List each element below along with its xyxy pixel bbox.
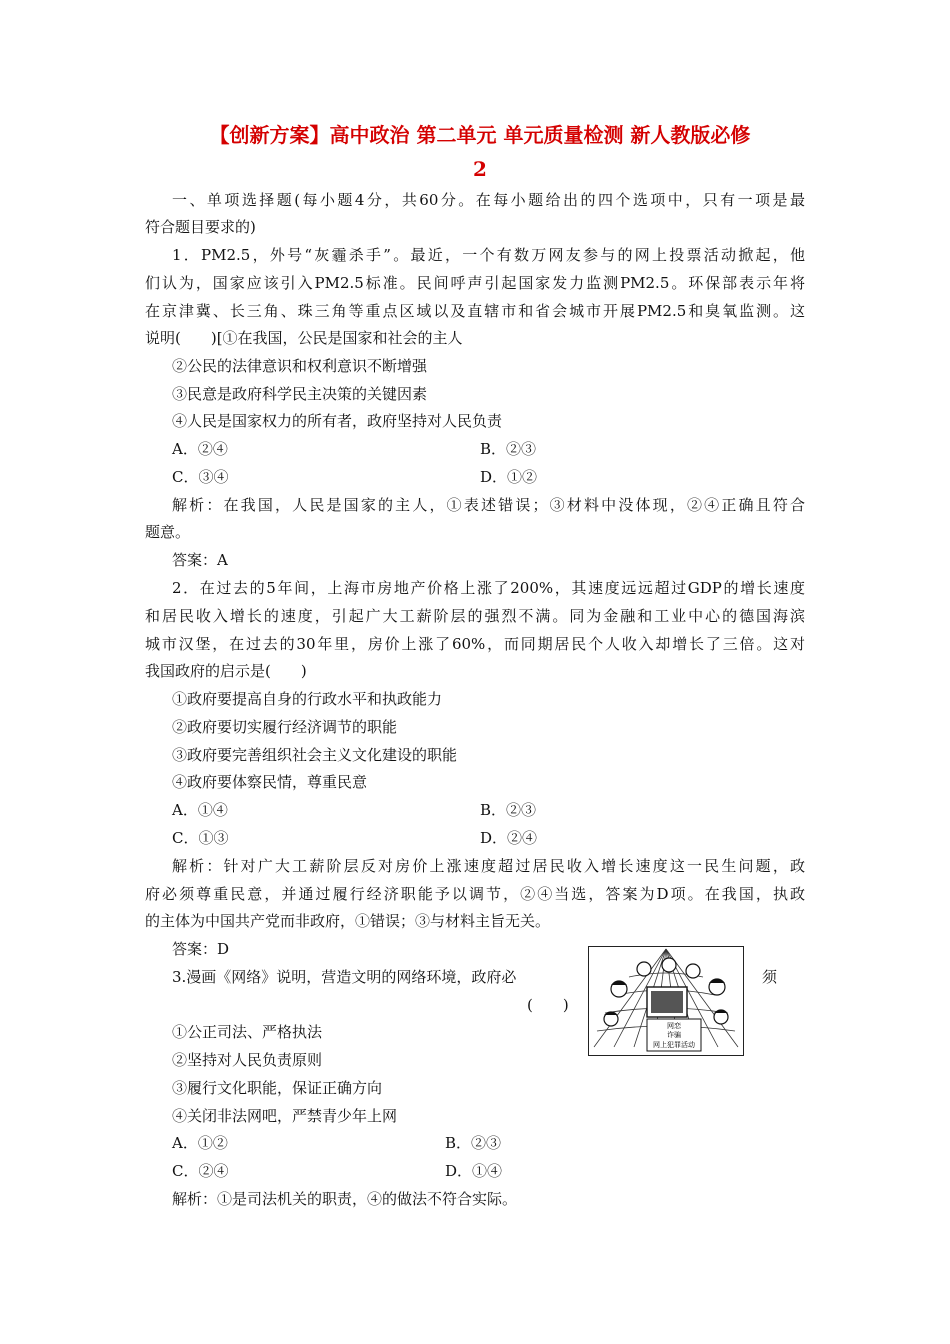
q2-option-d: D．②④ [480, 829, 538, 847]
q3-item: ①公正司法、严格执法 [172, 1023, 323, 1041]
q2-item: ③政府要完善组织社会主义文化建设的职能 [172, 746, 458, 764]
cartoon-drawing [589, 947, 743, 1055]
q3-analysis: 解析：①是司法机关的职责，④的做法不符合实际。 [172, 1190, 518, 1208]
q2-analysis: 解析：针对广大工薪阶层反对房价上涨速度超过居民收入增长速度这一民生问题，政 [172, 857, 805, 875]
q1-analysis-cont: 题意。 [145, 523, 191, 541]
q2-answer: 答案：D [172, 940, 230, 958]
cartoon-network-image [588, 946, 744, 1056]
q3-stem: 3.漫画《网络》说明，营造文明的网络环境，政府必 [172, 968, 517, 986]
page-title-cont: 2 [473, 157, 487, 181]
q3-item: ②坚持对人民负责原则 [172, 1051, 323, 1069]
q3-option-b: B．②③ [445, 1134, 502, 1152]
q1-answer: 答案：A [172, 551, 228, 569]
q1-option-c: C．③④ [172, 468, 229, 486]
q3-item: ④关闭非法网吧，严禁青少年上网 [172, 1107, 398, 1125]
q2-stem-line: 城市汉堡，在过去的30年里，房价上涨了60%，而同期居民个人收入却增长了三倍。这对 [145, 635, 805, 653]
q3-option-d: D．①④ [445, 1162, 503, 1180]
q1-stem-line: 们认为，国家应该引入PM2.5标准。民间呼声引起国家发力监测PM2.5。环保部表示年将 [145, 274, 805, 292]
q2-analysis-cont: 的主体为中国共产党而非政府，①错误；③与材料主旨无关。 [145, 912, 551, 930]
q3-option-a: A．①② [172, 1134, 228, 1152]
q1-stem-line: 说明( )[①在我国，公民是国家和社会的主人 [145, 329, 463, 347]
q1-option-a: A．②④ [172, 440, 228, 458]
cartoon-label: 网恋 [667, 1022, 681, 1030]
q2-option-b: B．②③ [480, 801, 537, 819]
q2-stem-line: 和居民收入增长的速度，引起广大工薪阶层的强烈不满。同为金融和工业中心的德国海滨 [145, 607, 805, 625]
q2-stem-line: 我国政府的启示是( ) [145, 662, 307, 680]
cartoon-label: 诈骗 [667, 1031, 681, 1039]
q2-option-c: C．①③ [172, 829, 229, 847]
q3-answer-paren: ( ) [527, 996, 569, 1014]
q1-option-d: D．①② [480, 468, 538, 486]
section-heading-cont: 符合题目要求的) [145, 218, 256, 236]
q3-option-c: C．②④ [172, 1162, 229, 1180]
q2-option-a: A．①④ [172, 801, 228, 819]
q2-analysis-cont: 府必须尊重民意，并通过履行经济职能予以调节，②④当选，答案为D项。在我国，执政 [145, 885, 805, 903]
q1-option-b: B．②③ [480, 440, 537, 458]
q2-item: ④政府要体察民情，尊重民意 [172, 773, 368, 791]
q2-item: ②政府要切实履行经济调节的职能 [172, 718, 398, 736]
q2-item: ①政府要提高自身的行政水平和执政能力 [172, 690, 443, 708]
page-title: 【创新方案】高中政治 第二单元 单元质量检测 新人教版必修 [209, 123, 751, 147]
section-heading: 一、单项选择题(每小题4分，共60分。在每小题给出的四个选项中，只有一项是最 [172, 191, 805, 209]
cartoon-label: 网上犯罪活动 [653, 1041, 695, 1049]
q2-stem-line: 2．在过去的5年间，上海市房地产价格上涨了200%，其速度远远超过GDP的增长速度 [172, 579, 805, 597]
q1-analysis: 解析：在我国，人民是国家的主人，①表述错误；③材料中没体现，②④正确且符合 [172, 496, 805, 514]
q3-item: ③履行文化职能，保证正确方向 [172, 1079, 383, 1097]
q1-item: ④人民是国家权力的所有者，政府坚持对人民负责 [172, 412, 503, 430]
q1-item: ③民意是政府科学民主决策的关键因素 [172, 385, 428, 403]
q1-item: ②公民的法律意识和权利意识不断增强 [172, 357, 428, 375]
q1-stem-line: 1．PM2.5，外号“灰霾杀手”。最近，一个有数万网友参与的网上投票活动掀起，他 [172, 246, 805, 264]
q3-stem-tail: 须 [762, 968, 778, 986]
q1-stem-line: 在京津冀、长三角、珠三角等重点区域以及直辖市和省会城市开展PM2.5和臭氧监测。这 [145, 302, 805, 320]
